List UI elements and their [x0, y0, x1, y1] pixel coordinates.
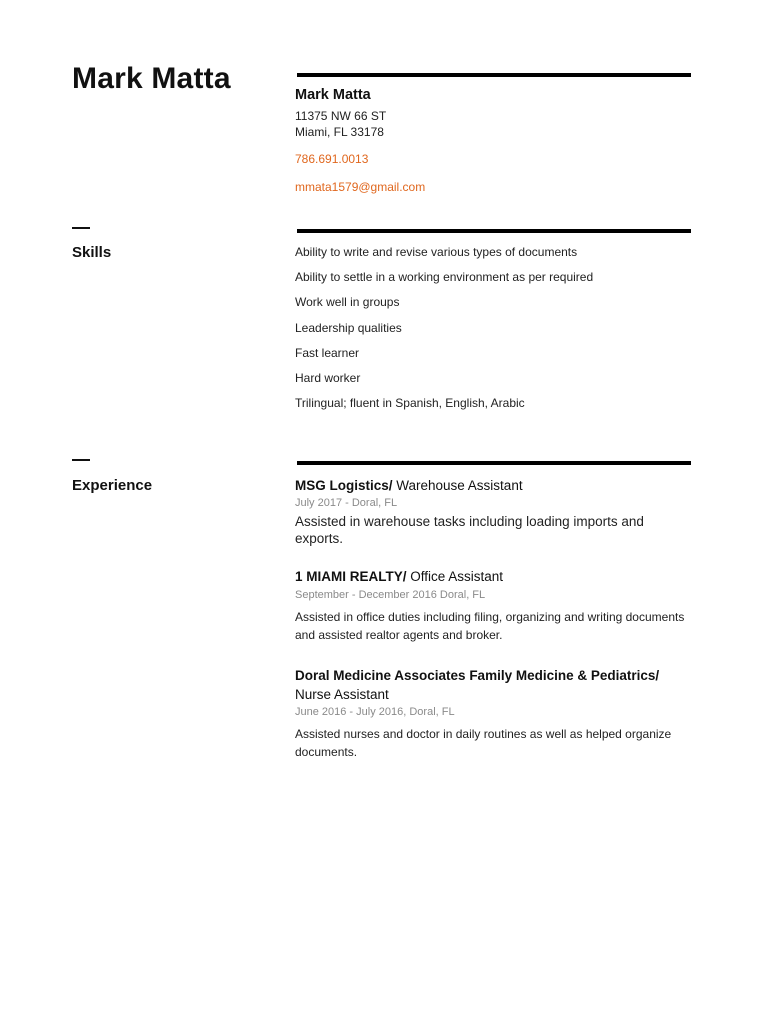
experience-dash [72, 459, 90, 461]
job-description: Assisted nurses and doctor in daily routines as well as helped organize documents. [295, 727, 672, 759]
skill-item: Fast learner [295, 345, 360, 360]
skill-item: Ability to settle in a working environment as per required [295, 270, 594, 285]
skill-item: Ability to write and revise various types of documents [295, 245, 578, 259]
job-entry [295, 567, 691, 644]
email-link[interactable]: mmata1579@gmail.com [295, 180, 426, 194]
section-divider-skills [297, 229, 691, 233]
section-divider-experience [297, 461, 691, 465]
job-role: Warehouse Assistant [392, 478, 523, 493]
experience-section-title: Experience [72, 477, 153, 494]
address-line-1: 11375 NW 66 ST [295, 109, 387, 123]
job-entry [295, 476, 691, 547]
job-role: Nurse Assistant [295, 687, 389, 702]
skills-section-title: Skills [72, 244, 112, 261]
job-title [295, 666, 691, 704]
section-divider-contact [297, 73, 691, 77]
skill-item: Hard worker [295, 370, 361, 385]
resume-name-heading: Mark Matta [72, 62, 231, 95]
job-company: Doral Medicine Associates Family Medicine & Pediatrics/ [295, 668, 660, 683]
skill-item: Leadership qualities [295, 320, 402, 335]
job-entry [295, 666, 691, 761]
job-description: Assisted in warehouse tasks including loading imports and exports. [295, 514, 644, 546]
job-meta: July 2017 - Doral, FL [295, 497, 398, 509]
phone-link[interactable]: 786.691.0013 [295, 152, 369, 166]
job-description: Assisted in office duties including filing, organizing and writing documents and assisted realtor agents and broker. [295, 610, 685, 642]
job-title [295, 476, 691, 495]
contact-name: Mark Matta [295, 87, 371, 103]
skills-dash [72, 227, 90, 229]
skills-list [295, 243, 593, 419]
job-title [295, 567, 691, 586]
job-meta: September - December 2016 Doral, FL [295, 589, 486, 601]
job-role: Office Assistant [406, 569, 504, 584]
job-meta: June 2016 - July 2016, Doral, FL [295, 706, 455, 718]
job-company: MSG Logistics/ [295, 478, 393, 493]
skill-item: Work well in groups [295, 295, 400, 310]
skill-item: Trilingual; fluent in Spanish, English, Arabic [295, 396, 525, 411]
address-line-2: Miami, FL 33178 [295, 125, 384, 139]
job-company: 1 MIAMI REALTY/ [295, 569, 407, 584]
